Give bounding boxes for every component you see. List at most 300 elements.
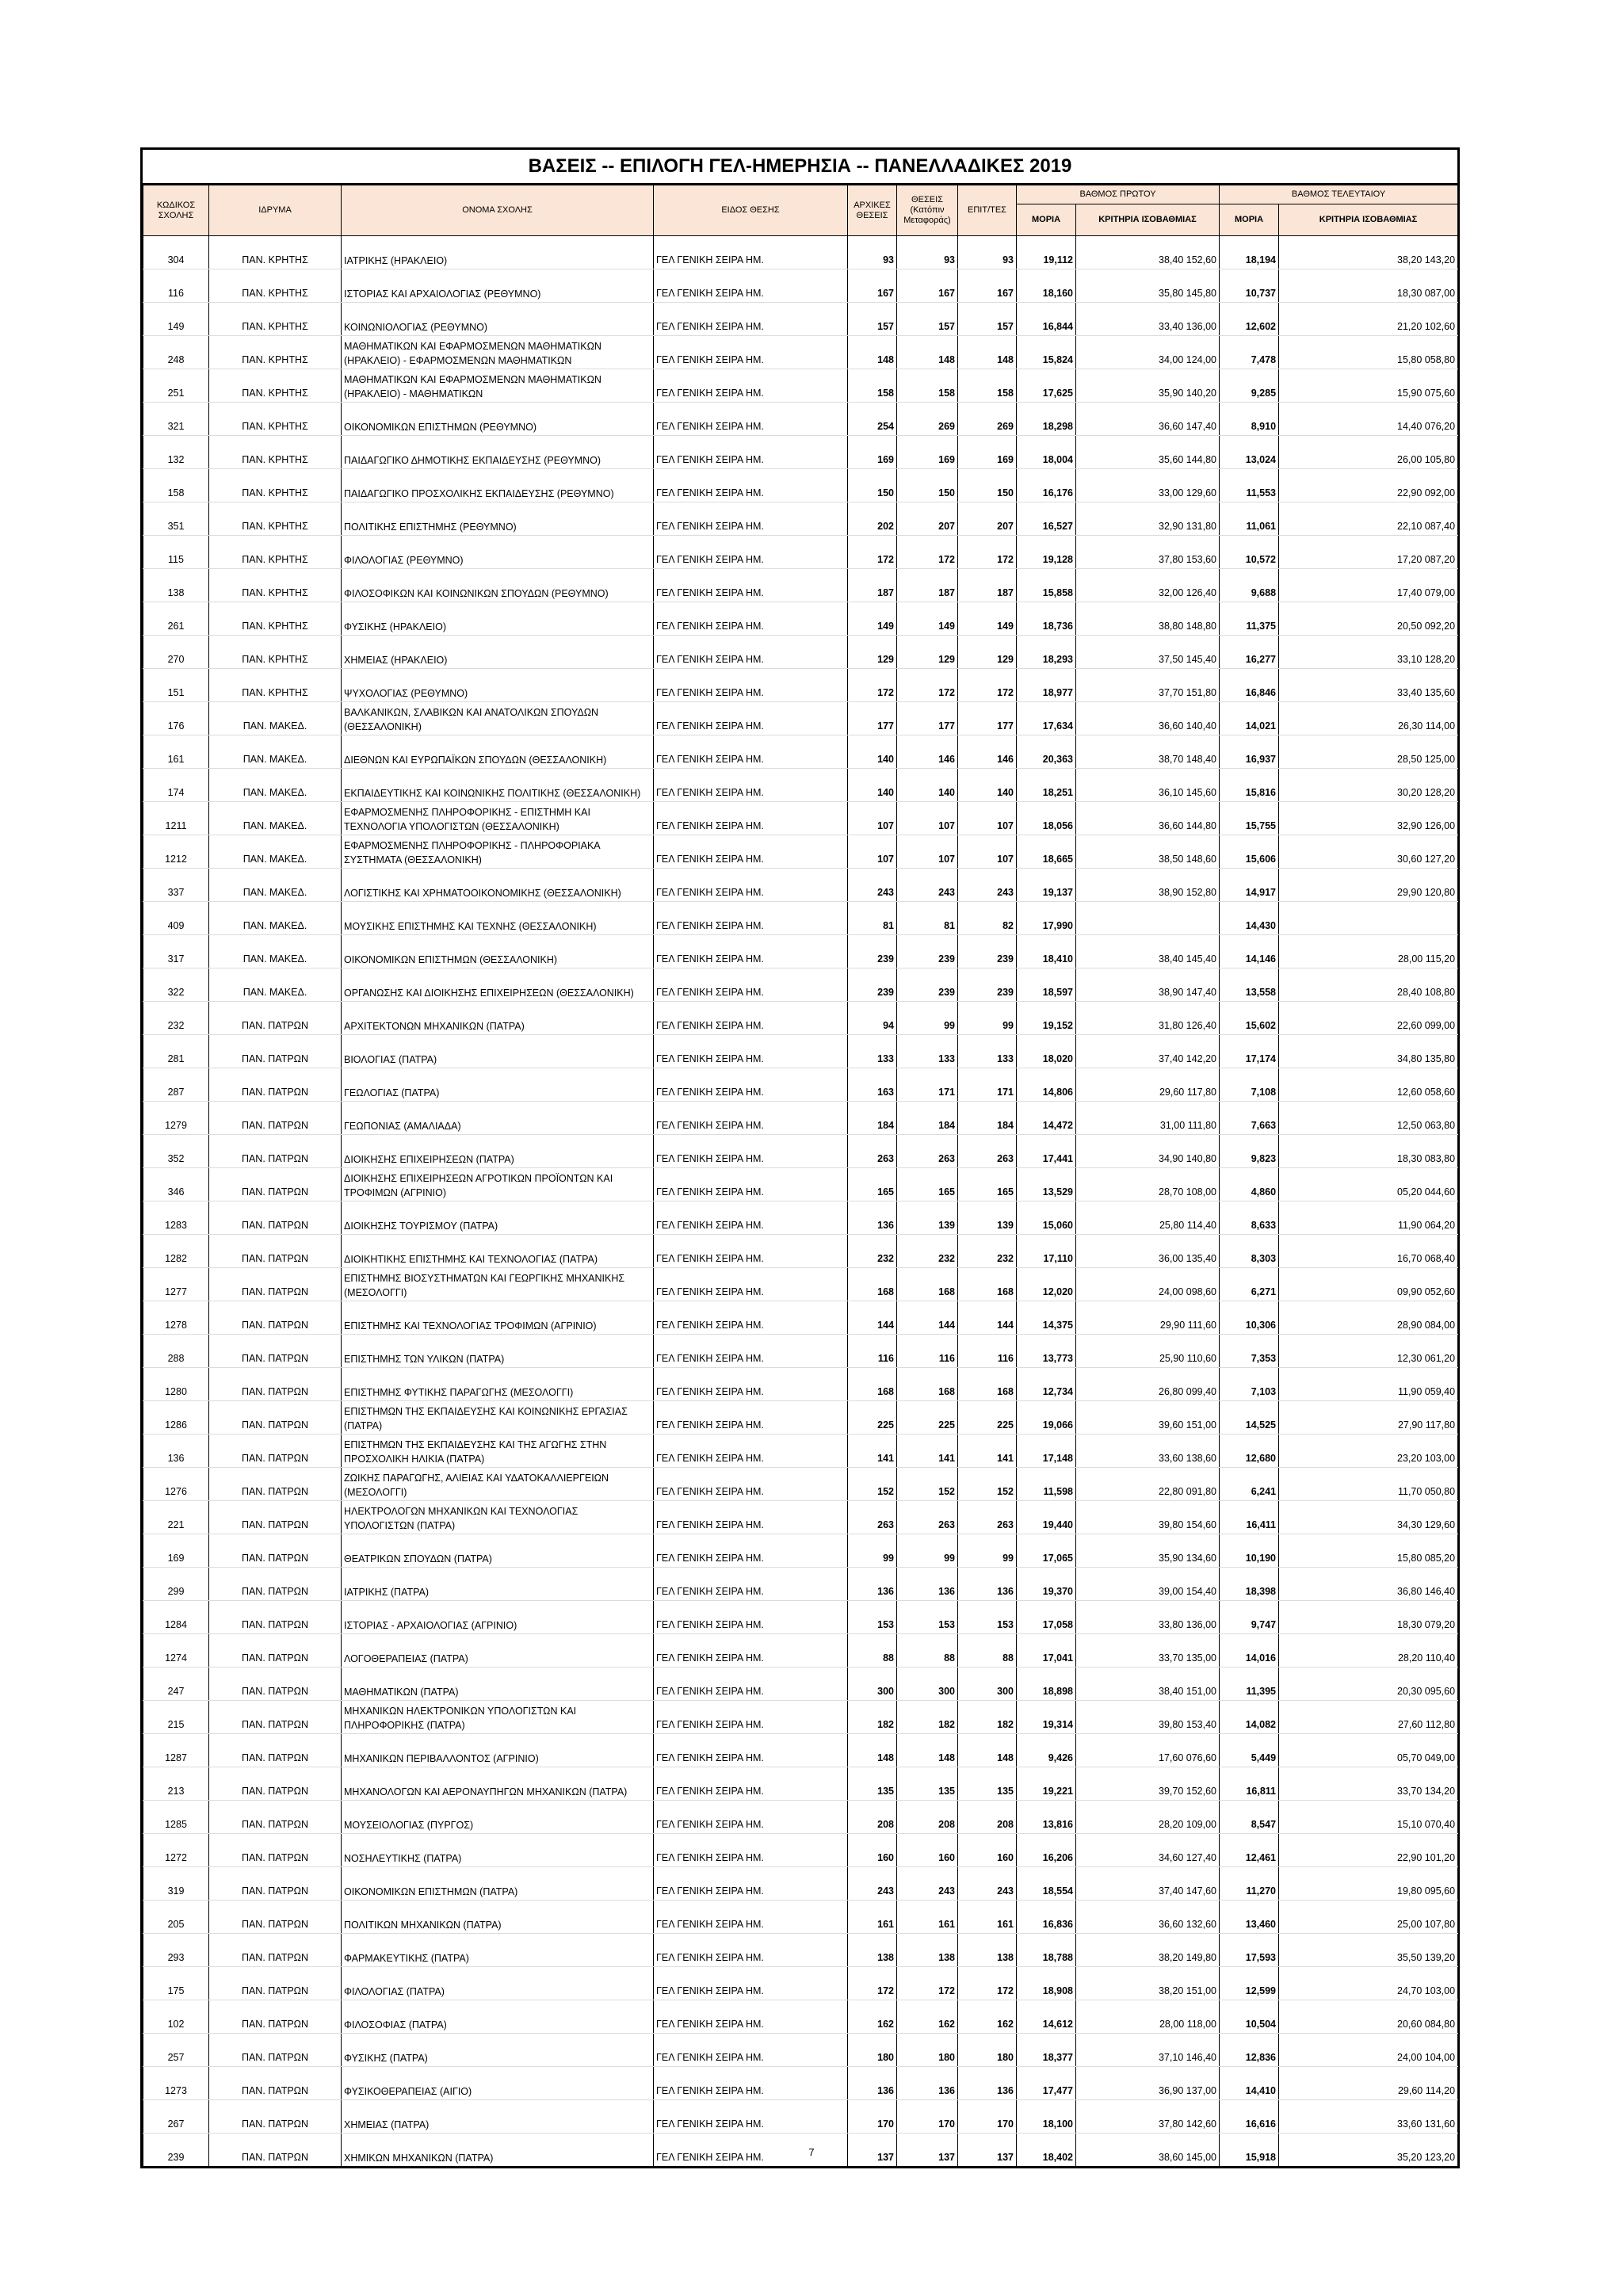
header-last-points: ΜΟΡΙΑ	[1220, 204, 1279, 236]
cell-school: ΚΟΙΝΩΝΙΟΛΟΓΙΑΣ (ΡΕΘΥΜΝΟ)	[342, 303, 654, 336]
cell-institution: ΠΑΝ. ΠΑΤΡΩΝ	[209, 1967, 342, 2000]
cell-last-tie: 23,20 103,00	[1279, 1435, 1458, 1468]
cell-type: ΓΕΛ ΓΕΝΙΚΗ ΣΕΙΡΑ ΗΜ.	[654, 902, 848, 935]
table-row	[143, 269, 1458, 303]
cell-type: ΓΕΛ ΓΕΝΙΚΗ ΣΕΙΡΑ ΗΜ.	[654, 502, 848, 536]
header-admitted: ΕΠΙΤ/ΤΕΣ	[958, 185, 1017, 236]
cell-type: ΓΕΛ ΓΕΝΙΚΗ ΣΕΙΡΑ ΗΜ.	[654, 436, 848, 469]
cell-initial: 163	[848, 1068, 897, 1102]
cell-transfer: 168	[897, 1368, 958, 1401]
cell-first-points: 14,472	[1017, 1102, 1076, 1135]
cell-admitted: 239	[958, 968, 1017, 1002]
cell-admitted: 146	[958, 735, 1017, 769]
cell-first-points: 15,060	[1017, 1201, 1076, 1235]
cell-institution: ΠΑΝ. ΠΑΤΡΩΝ	[209, 1634, 342, 1668]
cell-last-points: 16,277	[1220, 636, 1279, 669]
cell-initial: 129	[848, 636, 897, 669]
cell-admitted: 182	[958, 1701, 1017, 1734]
cell-initial: 140	[848, 735, 897, 769]
cell-institution: ΠΑΝ. ΜΑΚΕΔ.	[209, 702, 342, 735]
cell-school: ΔΙΟΙΚΗΤΙΚΗΣ ΕΠΙΣΤΗΜΗΣ ΚΑΙ ΤΕΧΝΟΛΟΓΙΑΣ (ΠΑΤΡΑ)	[342, 1235, 654, 1268]
cell-transfer: 168	[897, 1268, 958, 1301]
table-row	[143, 1668, 1458, 1701]
table-row	[143, 1834, 1458, 1867]
cell-institution: ΠΑΝ. ΚΡΗΤΗΣ	[209, 602, 342, 636]
cell-transfer: 243	[897, 1867, 958, 1901]
table-row	[143, 1435, 1458, 1468]
cell-transfer: 99	[897, 1002, 958, 1035]
cell-transfer: 172	[897, 536, 958, 569]
cell-type: ΓΕΛ ΓΕΝΙΚΗ ΣΕΙΡΑ ΗΜ.	[654, 1534, 848, 1568]
cell-last-points: 5,449	[1220, 1734, 1279, 1767]
cell-school: ΟΡΓΑΝΩΣΗΣ ΚΑΙ ΔΙΟΙΚΗΣΗΣ ΕΠΙΧΕΙΡΗΣΕΩΝ (ΘΕΣΣΑΛΟΝΙΚΗ)	[342, 968, 654, 1002]
table-row	[143, 1734, 1458, 1767]
cell-institution: ΠΑΝ. ΠΑΤΡΩΝ	[209, 1734, 342, 1767]
cell-school: ΟΙΚΟΝΟΜΙΚΩΝ ΕΠΙΣΤΗΜΩΝ (ΡΕΘΥΜΝΟ)	[342, 403, 654, 436]
cell-type: ΓΕΛ ΓΕΝΙΚΗ ΣΕΙΡΑ ΗΜ.	[654, 1335, 848, 1368]
cell-transfer: 171	[897, 1068, 958, 1102]
cell-last-tie: 32,90 126,00	[1279, 802, 1458, 835]
cell-admitted: 99	[958, 1002, 1017, 1035]
cell-type: ΓΕΛ ΓΕΝΙΚΗ ΣΕΙΡΑ ΗΜ.	[654, 2034, 848, 2067]
cell-last-points: 14,016	[1220, 1634, 1279, 1668]
cell-last-tie: 11,70 050,80	[1279, 1468, 1458, 1501]
cell-school: ΕΦΑΡΜΟΣΜΕΝΗΣ ΠΛΗΡΟΦΟΡΙΚΗΣ - ΠΛΗΡΟΦΟΡΙΑΚΑ ΣΥΣΤΗΜΑΤΑ (ΘΕΣΣΑΛΟΝΙΚΗ)	[342, 835, 654, 869]
cell-first-tie	[1076, 902, 1220, 935]
cell-code: 136	[143, 1435, 209, 1468]
cell-transfer: 232	[897, 1235, 958, 1268]
cell-transfer: 88	[897, 1634, 958, 1668]
header-school: ΟΝΟΜΑ ΣΧΟΛΗΣ	[342, 185, 654, 236]
cell-first-tie: 33,40 136,00	[1076, 303, 1220, 336]
cell-admitted: 300	[958, 1668, 1017, 1701]
table-row	[143, 769, 1458, 802]
cell-admitted: 93	[958, 236, 1017, 269]
cell-first-points: 9,426	[1017, 1734, 1076, 1767]
cell-last-points: 12,680	[1220, 1435, 1279, 1468]
table-row	[143, 2067, 1458, 2100]
cell-last-tie: 33,40 135,60	[1279, 669, 1458, 702]
cell-code: 1287	[143, 1734, 209, 1767]
cell-transfer: 172	[897, 1967, 958, 2000]
cell-admitted: 148	[958, 1734, 1017, 1767]
cell-transfer: 182	[897, 1701, 958, 1734]
cell-last-points: 17,593	[1220, 1934, 1279, 1967]
cell-school: ΜΗΧΑΝΙΚΩΝ ΠΕΡΙΒΑΛΛΟΝΤΟΣ (ΑΓΡΙΝΙΟ)	[342, 1734, 654, 1767]
cell-code: 232	[143, 1002, 209, 1035]
table-row	[143, 1901, 1458, 1934]
cell-first-points: 16,176	[1017, 469, 1076, 502]
cell-transfer: 129	[897, 636, 958, 669]
results-table	[143, 185, 1458, 2166]
cell-first-points: 13,773	[1017, 1335, 1076, 1368]
cell-last-points: 15,755	[1220, 802, 1279, 835]
cell-first-tie: 32,90 131,80	[1076, 502, 1220, 536]
cell-type: ΓΕΛ ΓΕΝΙΚΗ ΣΕΙΡΑ ΗΜ.	[654, 336, 848, 369]
cell-transfer: 107	[897, 835, 958, 869]
cell-code: 174	[143, 769, 209, 802]
cell-last-tie: 29,90 120,80	[1279, 869, 1458, 902]
cell-first-points: 13,529	[1017, 1168, 1076, 1201]
cell-first-points: 14,612	[1017, 2000, 1076, 2034]
cell-first-tie: 37,40 142,20	[1076, 1035, 1220, 1068]
cell-code: 215	[143, 1701, 209, 1734]
cell-first-points: 19,152	[1017, 1002, 1076, 1035]
cell-last-tie: 25,00 107,80	[1279, 1901, 1458, 1934]
cell-initial: 107	[848, 802, 897, 835]
cell-admitted: 168	[958, 1268, 1017, 1301]
cell-institution: ΠΑΝ. ΠΑΤΡΩΝ	[209, 1102, 342, 1135]
cell-school: ΜΑΘΗΜΑΤΙΚΩΝ ΚΑΙ ΕΦΑΡΜΟΣΜΕΝΩΝ ΜΑΘΗΜΑΤΙΚΩΝ (ΗΡΑΚΛΕΙΟ) - ΕΦΑΡΜΟΣΜΕΝΩΝ ΜΑΘΗΜΑΤΙΚΩΝ	[342, 336, 654, 369]
cell-type: ΓΕΛ ΓΕΝΙΚΗ ΣΕΙΡΑ ΗΜ.	[654, 636, 848, 669]
cell-type: ΓΕΛ ΓΕΝΙΚΗ ΣΕΙΡΑ ΗΜ.	[654, 769, 848, 802]
cell-last-tie: 35,50 139,20	[1279, 1934, 1458, 1967]
cell-admitted: 187	[958, 569, 1017, 602]
cell-first-tie: 28,20 109,00	[1076, 1801, 1220, 1834]
cell-type: ΓΕΛ ΓΕΝΙΚΗ ΣΕΙΡΑ ΗΜ.	[654, 1934, 848, 1967]
cell-admitted: 139	[958, 1201, 1017, 1235]
cell-transfer: 187	[897, 569, 958, 602]
cell-transfer: 300	[897, 1668, 958, 1701]
cell-institution: ΠΑΝ. ΠΑΤΡΩΝ	[209, 1668, 342, 1701]
cell-first-tie: 38,40 145,40	[1076, 935, 1220, 968]
cell-last-tie: 11,90 064,20	[1279, 1201, 1458, 1235]
cell-last-tie: 35,20 123,20	[1279, 2134, 1458, 2167]
cell-type: ΓΕΛ ΓΕΝΙΚΗ ΣΕΙΡΑ ΗΜ.	[654, 1967, 848, 2000]
table-row	[143, 1967, 1458, 2000]
cell-last-points: 17,174	[1220, 1035, 1279, 1068]
cell-school: ΜΑΘΗΜΑΤΙΚΩΝ (ΠΑΤΡΑ)	[342, 1668, 654, 1701]
cell-first-points: 17,634	[1017, 702, 1076, 735]
table-row	[143, 1368, 1458, 1401]
cell-initial: 202	[848, 502, 897, 536]
cell-type: ΓΕΛ ΓΕΝΙΚΗ ΣΕΙΡΑ ΗΜ.	[654, 1701, 848, 1734]
table-row	[143, 735, 1458, 769]
cell-first-points: 17,441	[1017, 1135, 1076, 1168]
cell-last-tie: 19,80 095,60	[1279, 1867, 1458, 1901]
cell-initial: 184	[848, 1102, 897, 1135]
cell-institution: ΠΑΝ. ΠΑΤΡΩΝ	[209, 2067, 342, 2100]
cell-transfer: 148	[897, 336, 958, 369]
cell-transfer: 136	[897, 2067, 958, 2100]
table-row	[143, 1201, 1458, 1235]
cell-transfer: 144	[897, 1301, 958, 1335]
cell-school: ΙΑΤΡΙΚΗΣ (ΠΑΤΡΑ)	[342, 1568, 654, 1601]
cell-admitted: 144	[958, 1301, 1017, 1335]
cell-school: ΧΗΜΙΚΩΝ ΜΗΧΑΝΙΚΩΝ (ΠΑΤΡΑ)	[342, 2134, 654, 2167]
cell-initial: 225	[848, 1401, 897, 1435]
table-row	[143, 1401, 1458, 1435]
cell-first-tie: 38,70 148,40	[1076, 735, 1220, 769]
cell-admitted: 136	[958, 1568, 1017, 1601]
cell-institution: ΠΑΝ. ΚΡΗΤΗΣ	[209, 502, 342, 536]
cell-first-tie: 39,00 154,40	[1076, 1568, 1220, 1601]
cell-type: ΓΕΛ ΓΕΝΙΚΗ ΣΕΙΡΑ ΗΜ.	[654, 1734, 848, 1767]
cell-type: ΓΕΛ ΓΕΝΙΚΗ ΣΕΙΡΑ ΗΜ.	[654, 802, 848, 835]
table-row	[143, 1534, 1458, 1568]
cell-type: ΓΕΛ ΓΕΝΙΚΗ ΣΕΙΡΑ ΗΜ.	[654, 1235, 848, 1268]
cell-school: ΦΑΡΜΑΚΕΥΤΙΚΗΣ (ΠΑΤΡΑ)	[342, 1934, 654, 1967]
cell-initial: 172	[848, 536, 897, 569]
cell-last-points: 7,108	[1220, 1068, 1279, 1102]
cell-last-tie: 28,00 115,20	[1279, 935, 1458, 968]
table-row	[143, 636, 1458, 669]
cell-transfer: 148	[897, 1734, 958, 1767]
cell-school: ΒΙΟΛΟΓΙΑΣ (ΠΑΤΡΑ)	[342, 1035, 654, 1068]
cell-last-points: 15,602	[1220, 1002, 1279, 1035]
table-row	[143, 1102, 1458, 1135]
cell-code: 247	[143, 1668, 209, 1701]
cell-school: ΜΟΥΣΙΚΗΣ ΕΠΙΣΤΗΜΗΣ ΚΑΙ ΤΕΧΝΗΣ (ΘΕΣΣΑΛΟΝΙΚΗ)	[342, 902, 654, 935]
cell-last-points: 15,606	[1220, 835, 1279, 869]
cell-last-tie: 38,20 143,20	[1279, 236, 1458, 269]
cell-first-tie: 38,60 145,00	[1076, 2134, 1220, 2167]
table-row	[143, 1301, 1458, 1335]
cell-first-tie: 38,20 149,80	[1076, 1934, 1220, 1967]
cell-institution: ΠΑΝ. ΠΑΤΡΩΝ	[209, 1401, 342, 1435]
cell-institution: ΠΑΝ. ΚΡΗΤΗΣ	[209, 269, 342, 303]
cell-first-points: 19,112	[1017, 236, 1076, 269]
cell-transfer: 263	[897, 1135, 958, 1168]
cell-school: ΓΕΩΛΟΓΙΑΣ (ΠΑΤΡΑ)	[342, 1068, 654, 1102]
cell-initial: 150	[848, 469, 897, 502]
cell-code: 1284	[143, 1601, 209, 1634]
cell-first-points: 12,020	[1017, 1268, 1076, 1301]
cell-type: ΓΕΛ ΓΕΝΙΚΗ ΣΕΙΡΑ ΗΜ.	[654, 2100, 848, 2134]
cell-initial: 232	[848, 1235, 897, 1268]
cell-initial: 263	[848, 1135, 897, 1168]
cell-first-tie: 38,90 152,80	[1076, 869, 1220, 902]
cell-school: ΦΙΛΟΛΟΓΙΑΣ (ΡΕΘΥΜΝΟ)	[342, 536, 654, 569]
cell-type: ΓΕΛ ΓΕΝΙΚΗ ΣΕΙΡΑ ΗΜ.	[654, 602, 848, 636]
cell-institution: ΠΑΝ. ΜΑΚΕΔ.	[209, 869, 342, 902]
cell-initial: 140	[848, 769, 897, 802]
cell-last-points: 9,823	[1220, 1135, 1279, 1168]
cell-last-points: 14,021	[1220, 702, 1279, 735]
cell-first-tie: 34,60 127,40	[1076, 1834, 1220, 1867]
cell-transfer: 146	[897, 735, 958, 769]
cell-school: ΕΠΙΣΤΗΜΗΣ ΦΥΤΙΚΗΣ ΠΑΡΑΓΩΓΗΣ (ΜΕΣΟΛΟΓΓΙ)	[342, 1368, 654, 1401]
cell-first-points: 18,554	[1017, 1867, 1076, 1901]
cell-initial: 137	[848, 2134, 897, 2167]
cell-code: 267	[143, 2100, 209, 2134]
cell-institution: ΠΑΝ. ΠΑΤΡΩΝ	[209, 1934, 342, 1967]
cell-first-tie: 38,20 151,00	[1076, 1967, 1220, 2000]
cell-admitted: 152	[958, 1468, 1017, 1501]
cell-admitted: 167	[958, 269, 1017, 303]
cell-code: 1273	[143, 2067, 209, 2100]
cell-school: ΑΡΧΙΤΕΚΤΟΝΩΝ ΜΗΧΑΝΙΚΩΝ (ΠΑΤΡΑ)	[342, 1002, 654, 1035]
cell-initial: 300	[848, 1668, 897, 1701]
cell-school: ΔΙΟΙΚΗΣΗΣ ΕΠΙΧΕΙΡΗΣΕΩΝ ΑΓΡΟΤΙΚΩΝ ΠΡΟΪΟΝΤΩΝ ΚΑΙ ΤΡΟΦΙΜΩΝ (ΑΓΡΙΝΙΟ)	[342, 1168, 654, 1201]
cell-last-points: 9,747	[1220, 1601, 1279, 1634]
cell-type: ΓΕΛ ΓΕΝΙΚΗ ΣΕΙΡΑ ΗΜ.	[654, 1668, 848, 1701]
cell-initial: 161	[848, 1901, 897, 1934]
cell-first-points: 16,206	[1017, 1834, 1076, 1867]
cell-institution: ΠΑΝ. ΜΑΚΕΔ.	[209, 968, 342, 1002]
cell-last-tie: 28,40 108,80	[1279, 968, 1458, 1002]
header-first-points: ΜΟΡΙΑ	[1017, 204, 1076, 236]
cell-transfer: 263	[897, 1501, 958, 1534]
cell-transfer: 99	[897, 1534, 958, 1568]
cell-first-tie: 39,80 154,60	[1076, 1501, 1220, 1534]
cell-transfer: 169	[897, 436, 958, 469]
cell-first-tie: 33,80 136,00	[1076, 1601, 1220, 1634]
cell-school: ΙΣΤΟΡΙΑΣ ΚΑΙ ΑΡΧΑΙΟΛΟΓΙΑΣ (ΡΕΘΥΜΝΟ)	[342, 269, 654, 303]
cell-type: ΓΕΛ ΓΕΝΙΚΗ ΣΕΙΡΑ ΗΜ.	[654, 1068, 848, 1102]
cell-last-points: 12,599	[1220, 1967, 1279, 2000]
cell-transfer: 160	[897, 1834, 958, 1867]
cell-institution: ΠΑΝ. ΚΡΗΤΗΣ	[209, 436, 342, 469]
cell-initial: 243	[848, 869, 897, 902]
cell-last-points: 11,270	[1220, 1867, 1279, 1901]
cell-last-tie: 12,50 063,80	[1279, 1102, 1458, 1135]
header-initial: ΑΡΧΙΚΕΣ ΘΕΣΕΙΣ	[848, 185, 897, 236]
cell-school: ΗΛΕΚΤΡΟΛΟΓΩΝ ΜΗΧΑΝΙΚΩΝ ΚΑΙ ΤΕΧΝΟΛΟΓΙΑΣ ΥΠΟΛΟΓΙΣΤΩΝ (ΠΑΤΡΑ)	[342, 1501, 654, 1534]
cell-admitted: 225	[958, 1401, 1017, 1435]
header-first-group: ΒΑΘΜΟΣ ΠΡΩΤΟΥ	[1017, 185, 1220, 204]
table-row	[143, 403, 1458, 436]
cell-last-tie: 14,40 076,20	[1279, 403, 1458, 436]
cell-last-points: 14,146	[1220, 935, 1279, 968]
cell-transfer: 177	[897, 702, 958, 735]
cell-first-tie: 38,40 151,00	[1076, 1668, 1220, 1701]
cell-first-tie: 31,80 126,40	[1076, 1002, 1220, 1035]
cell-code: 169	[143, 1534, 209, 1568]
cell-last-tie: 15,10 070,40	[1279, 1801, 1458, 1834]
cell-last-tie: 17,40 079,00	[1279, 569, 1458, 602]
table-row	[143, 602, 1458, 636]
cell-first-points: 17,477	[1017, 2067, 1076, 2100]
cell-transfer: 207	[897, 502, 958, 536]
cell-school: ΜΗΧΑΝΟΛΟΓΩΝ ΚΑΙ ΑΕΡΟΝΑΥΠΗΓΩΝ ΜΗΧΑΝΙΚΩΝ (ΠΑΤΡΑ)	[342, 1767, 654, 1801]
cell-last-points: 14,082	[1220, 1701, 1279, 1734]
cell-transfer: 150	[897, 469, 958, 502]
cell-type: ΓΕΛ ΓΕΝΙΚΗ ΣΕΙΡΑ ΗΜ.	[654, 1901, 848, 1934]
table-row	[143, 802, 1458, 835]
cell-type: ΓΕΛ ΓΕΝΙΚΗ ΣΕΙΡΑ ΗΜ.	[654, 968, 848, 1002]
cell-code: 161	[143, 735, 209, 769]
cell-institution: ΠΑΝ. ΠΑΤΡΩΝ	[209, 1268, 342, 1301]
cell-school: ΝΟΣΗΛΕΥΤΙΚΗΣ (ΠΑΤΡΑ)	[342, 1834, 654, 1867]
cell-type: ΓΕΛ ΓΕΝΙΚΗ ΣΕΙΡΑ ΗΜ.	[654, 369, 848, 403]
table-row	[143, 1601, 1458, 1634]
cell-initial: 160	[848, 1834, 897, 1867]
cell-code: 352	[143, 1135, 209, 1168]
cell-first-tie: 35,80 145,80	[1076, 269, 1220, 303]
cell-institution: ΠΑΝ. ΠΑΤΡΩΝ	[209, 1002, 342, 1035]
cell-school: ΕΠΙΣΤΗΜΗΣ ΤΩΝ ΥΛΙΚΩΝ (ΠΑΤΡΑ)	[342, 1335, 654, 1368]
cell-first-tie: 36,10 145,60	[1076, 769, 1220, 802]
cell-code: 322	[143, 968, 209, 1002]
cell-first-tie: 36,00 135,40	[1076, 1235, 1220, 1268]
cell-admitted: 239	[958, 935, 1017, 968]
cell-admitted: 157	[958, 303, 1017, 336]
cell-school: ΠΑΙΔΑΓΩΓΙΚΟ ΔΗΜΟΤΙΚΗΣ ΕΚΠΑΙΔΕΥΣΗΣ (ΡΕΘΥΜΝΟ)	[342, 436, 654, 469]
cell-last-points: 14,525	[1220, 1401, 1279, 1435]
cell-school: ΟΙΚΟΝΟΜΙΚΩΝ ΕΠΙΣΤΗΜΩΝ (ΘΕΣΣΑΛΟΝΙΚΗ)	[342, 935, 654, 968]
cell-transfer: 161	[897, 1901, 958, 1934]
cell-last-tie: 26,00 105,80	[1279, 436, 1458, 469]
cell-first-tie: 36,60 147,40	[1076, 403, 1220, 436]
cell-last-tie: 33,70 134,20	[1279, 1767, 1458, 1801]
cell-institution: ΠΑΝ. ΚΡΗΤΗΣ	[209, 636, 342, 669]
cell-institution: ΠΑΝ. ΜΑΚΕΔ.	[209, 935, 342, 968]
cell-admitted: 243	[958, 869, 1017, 902]
cell-initial: 148	[848, 1734, 897, 1767]
cell-admitted: 129	[958, 636, 1017, 669]
cell-school: ΖΩΙΚΗΣ ΠΑΡΑΓΩΓΗΣ, ΑΛΙΕΙΑΣ ΚΑΙ ΥΔΑΤΟΚΑΛΛΙΕΡΓΕΙΩΝ (ΜΕΣΟΛΟΓΓΙ)	[342, 1468, 654, 1501]
cell-initial: 149	[848, 602, 897, 636]
table-row	[143, 336, 1458, 369]
cell-first-points: 18,788	[1017, 1934, 1076, 1967]
results-sheet	[140, 147, 1460, 2168]
cell-admitted: 172	[958, 536, 1017, 569]
table-row	[143, 1135, 1458, 1168]
cell-institution: ΠΑΝ. ΠΑΤΡΩΝ	[209, 1501, 342, 1534]
table-row	[143, 1501, 1458, 1534]
cell-school: ΜΗΧΑΝΙΚΩΝ ΗΛΕΚΤΡΟΝΙΚΩΝ ΥΠΟΛΟΓΙΣΤΩΝ ΚΑΙ ΠΛΗΡΟΦΟΡΙΚΗΣ (ΠΑΤΡΑ)	[342, 1701, 654, 1734]
cell-code: 1282	[143, 1235, 209, 1268]
table-row	[143, 702, 1458, 735]
cell-initial: 239	[848, 935, 897, 968]
cell-institution: ΠΑΝ. ΠΑΤΡΩΝ	[209, 1901, 342, 1934]
cell-code: 221	[143, 1501, 209, 1534]
cell-institution: ΠΑΝ. ΠΑΤΡΩΝ	[209, 1335, 342, 1368]
cell-transfer: 152	[897, 1468, 958, 1501]
cell-first-points: 16,527	[1017, 502, 1076, 536]
cell-type: ΓΕΛ ΓΕΝΙΚΗ ΣΕΙΡΑ ΗΜ.	[654, 735, 848, 769]
cell-admitted: 88	[958, 1634, 1017, 1668]
cell-last-points: 4,860	[1220, 1168, 1279, 1201]
cell-first-tie: 29,90 111,60	[1076, 1301, 1220, 1335]
cell-transfer: 107	[897, 802, 958, 835]
table-row	[143, 669, 1458, 702]
cell-last-tie: 36,80 146,40	[1279, 1568, 1458, 1601]
table-row	[143, 436, 1458, 469]
cell-first-points: 19,066	[1017, 1401, 1076, 1435]
cell-type: ΓΕΛ ΓΕΝΙΚΗ ΣΕΙΡΑ ΗΜ.	[654, 569, 848, 602]
cell-transfer: 162	[897, 2000, 958, 2034]
cell-institution: ΠΑΝ. ΠΑΤΡΩΝ	[209, 1801, 342, 1834]
cell-admitted: 160	[958, 1834, 1017, 1867]
cell-school: ΕΠΙΣΤΗΜΗΣ ΚΑΙ ΤΕΧΝΟΛΟΓΙΑΣ ΤΡΟΦΙΜΩΝ (ΑΓΡΙΝΙΟ)	[342, 1301, 654, 1335]
cell-last-points: 10,504	[1220, 2000, 1279, 2034]
table-row	[143, 1634, 1458, 1668]
cell-last-points: 13,024	[1220, 436, 1279, 469]
cell-code: 346	[143, 1168, 209, 1201]
cell-transfer: 165	[897, 1168, 958, 1201]
table-row	[143, 2000, 1458, 2034]
cell-school: ΦΥΣΙΚΟΘΕΡΑΠΕΙΑΣ (ΑΙΓΙΟ)	[342, 2067, 654, 2100]
cell-institution: ΠΑΝ. ΚΡΗΤΗΣ	[209, 236, 342, 269]
cell-first-points: 18,898	[1017, 1668, 1076, 1701]
cell-last-tie: 05,20 044,60	[1279, 1168, 1458, 1201]
cell-admitted: 165	[958, 1168, 1017, 1201]
cell-code: 176	[143, 702, 209, 735]
cell-last-points: 13,558	[1220, 968, 1279, 1002]
cell-last-points: 12,836	[1220, 2034, 1279, 2067]
cell-type: ΓΕΛ ΓΕΝΙΚΗ ΣΕΙΡΑ ΗΜ.	[654, 1268, 848, 1301]
cell-initial: 180	[848, 2034, 897, 2067]
cell-institution: ΠΑΝ. ΠΑΤΡΩΝ	[209, 1867, 342, 1901]
cell-school: ΠΑΙΔΑΓΩΓΙΚΟ ΠΡΟΣΧΟΛΙΚΗΣ ΕΚΠΑΙΔΕΥΣΗΣ (ΡΕΘΥΜΝΟ)	[342, 469, 654, 502]
cell-code: 1279	[143, 1102, 209, 1135]
cell-institution: ΠΑΝ. ΠΑΤΡΩΝ	[209, 1068, 342, 1102]
table-row	[143, 1268, 1458, 1301]
cell-initial: 99	[848, 1534, 897, 1568]
cell-last-points: 7,103	[1220, 1368, 1279, 1401]
